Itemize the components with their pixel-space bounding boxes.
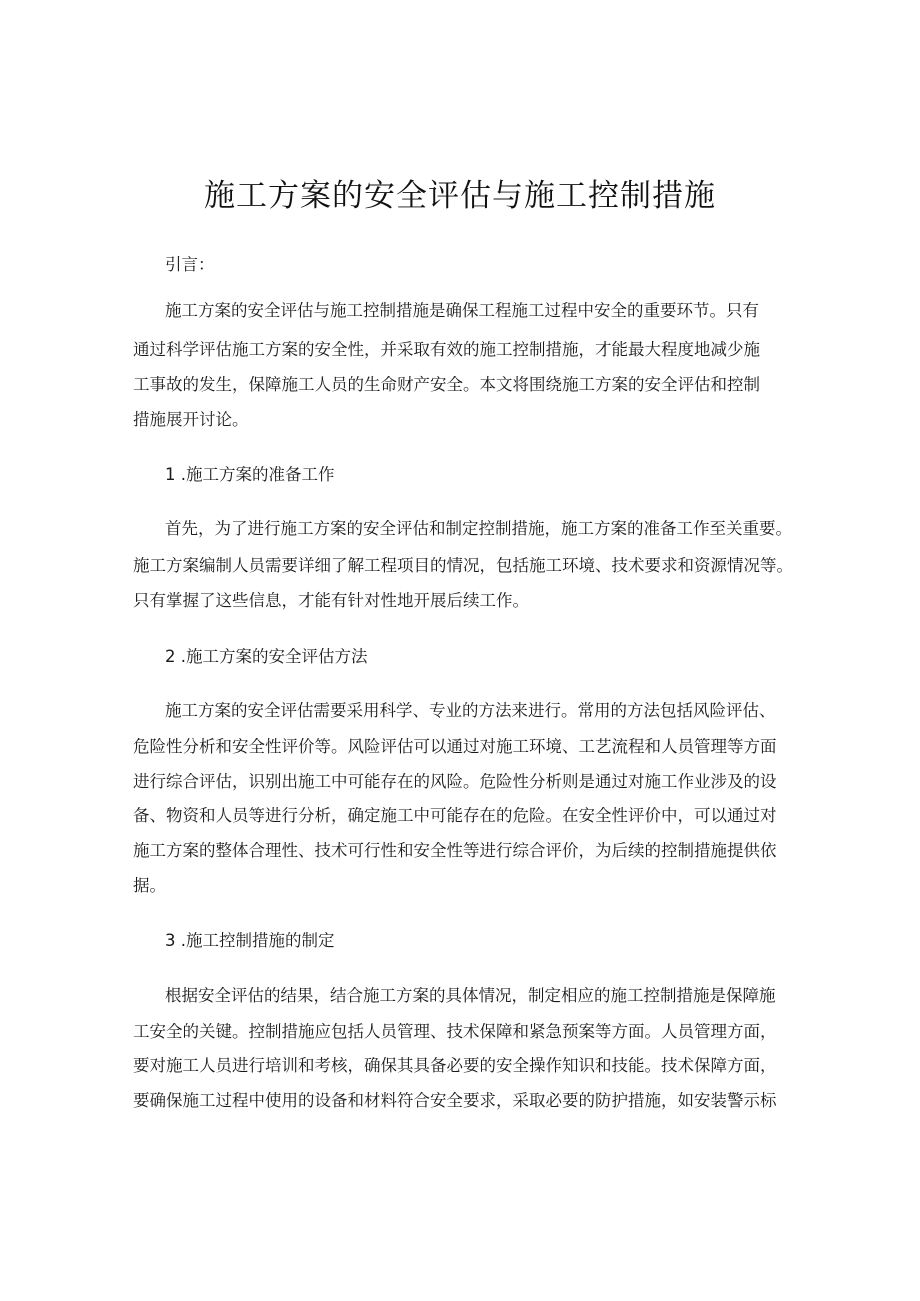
- section3-line-1: 根据安全评估的结果，结合施工方案的具体情况，制定相应的施工控制措施是保障施: [165, 986, 776, 1005]
- section3-heading: 3 .施工控制措施的制定: [165, 931, 335, 950]
- section3-line-4: 要确保施工过程中使用的设备和材料符合安全要求，采取必要的防护措施，如安装警示标: [133, 1091, 777, 1110]
- section2-line-5: 施工方案的整体合理性、技术可行性和安全性等进行综合评价，为后续的控制措施提供依: [133, 841, 777, 860]
- document-title: 施工方案的安全评估与施工控制措施: [204, 178, 716, 214]
- section2-line-6: 据。: [133, 876, 166, 895]
- intro-line-3: 工事故的发生，保障施工人员的生命财产安全。本文将围绕施工方案的安全评估和控制: [133, 375, 760, 394]
- section1-line-1: 首先，为了进行施工方案的安全评估和制定控制措施，施工方案的准备工作至关重要。: [165, 519, 792, 538]
- intro-label: 引言：: [165, 255, 215, 274]
- intro-line-2: 通过科学评估施工方案的安全性，并采取有效的施工控制措施，才能最大程度地减少施: [133, 340, 760, 359]
- section3-line-3: 要对施工人员进行培训和考核，确保其具备必要的安全操作知识和技能。技术保障方面，: [133, 1056, 777, 1075]
- section2-line-1: 施工方案的安全评估需要采用科学、专业的方法来进行。常用的方法包括风险评估、: [165, 701, 776, 720]
- intro-line-4: 措施展开讨论。: [133, 410, 249, 429]
- section2-heading: 2 .施工方案的安全评估方法: [165, 647, 368, 666]
- section1-line-2: 施工方案编制人员需要详细了解工程项目的情况，包括施工环境、技术要求和资源情况等。: [133, 556, 793, 575]
- section1-line-3: 只有掌握了这些信息，才能有针对性地开展后续工作。: [133, 591, 529, 610]
- intro-line-1: 施工方案的安全评估与施工控制措施是确保工程施工过程中安全的重要环节。只有: [165, 301, 759, 320]
- section2-line-2: 危险性分析和安全性评价等。风险评估可以通过对施工环境、工艺流程和人员管理等方面: [133, 737, 777, 756]
- section2-line-3: 进行综合评估，识别出施工中可能存在的风险。危险性分析则是通过对施工作业涉及的设: [133, 772, 777, 791]
- section2-line-4: 备、物资和人员等进行分析，确定施工中可能存在的危险。在安全性评价中，可以通过对: [133, 806, 777, 825]
- section1-heading: 1 .施工方案的准备工作: [165, 465, 335, 484]
- section3-line-2: 工安全的关键。控制措施应包括人员管理、技术保障和紧急预案等方面。人员管理方面，: [133, 1022, 777, 1041]
